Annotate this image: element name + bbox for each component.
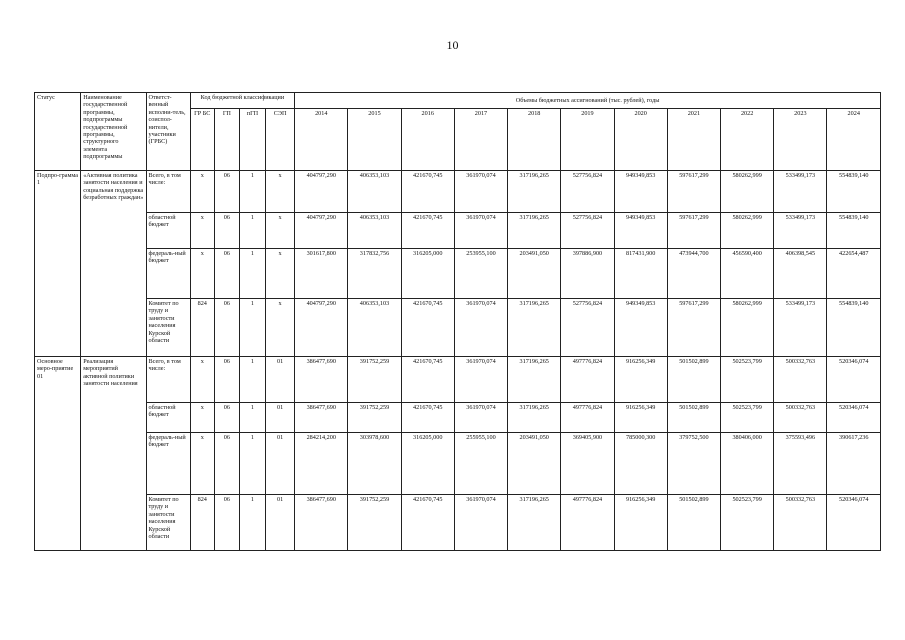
value-cell-2017: 361970,074 <box>454 171 507 213</box>
value-cell-2022: 502523,799 <box>721 357 774 403</box>
value-cell-2020: 916256,349 <box>614 403 667 433</box>
code-cell: 01 <box>266 495 295 551</box>
value-cell-2024: 520346,074 <box>827 357 881 403</box>
responsible-cell: Всего, в том числе: <box>146 357 190 403</box>
header-year-2020: 2020 <box>614 109 667 171</box>
value-cell-2018: 203491,050 <box>508 249 561 299</box>
header-code-3: СЭП <box>266 109 295 171</box>
header-year-2022: 2022 <box>721 109 774 171</box>
header-year-2019: 2019 <box>561 109 614 171</box>
value-cell-2023: 500332,763 <box>774 403 827 433</box>
header-year-2015: 2015 <box>348 109 401 171</box>
budget-table <box>34 92 881 551</box>
value-cell-2019: 497776,824 <box>561 403 614 433</box>
header-year-2021: 2021 <box>667 109 720 171</box>
value-cell-2018: 317196,265 <box>508 357 561 403</box>
responsible-cell: Комитет по труду и занятости населения Курской области <box>146 495 190 551</box>
value-cell-2023: 533499,173 <box>774 213 827 249</box>
code-cell: 824 <box>190 299 214 357</box>
value-cell-2016: 421670,745 <box>401 495 454 551</box>
value-cell-2017: 255955,100 <box>454 433 507 495</box>
value-cell-2020: 785000,300 <box>614 433 667 495</box>
value-cell-2023: 406398,545 <box>774 249 827 299</box>
code-cell: 1 <box>239 433 265 495</box>
value-cell-2021: 501502,899 <box>667 403 720 433</box>
code-cell: х <box>190 403 214 433</box>
header-year-2024: 2024 <box>827 109 881 171</box>
value-cell-2015: 317832,756 <box>348 249 401 299</box>
code-cell: х <box>266 171 295 213</box>
value-cell-2023: 375593,496 <box>774 433 827 495</box>
code-cell: 06 <box>214 433 239 495</box>
header-status: Статус <box>35 93 81 171</box>
value-cell-2019: 497776,824 <box>561 495 614 551</box>
value-cell-2017: 361970,074 <box>454 357 507 403</box>
responsible-cell: областной бюджет <box>146 403 190 433</box>
value-cell-2017: 361970,074 <box>454 495 507 551</box>
header-year-2014: 2014 <box>295 109 348 171</box>
responsible-cell: федераль-ный бюджет <box>146 249 190 299</box>
value-cell-2022: 502523,799 <box>721 495 774 551</box>
code-cell: 1 <box>239 495 265 551</box>
code-cell: 1 <box>239 357 265 403</box>
value-cell-2018: 317196,265 <box>508 171 561 213</box>
value-cell-2020: 916256,349 <box>614 357 667 403</box>
code-cell: 01 <box>266 433 295 495</box>
value-cell-2024: 422654,487 <box>827 249 881 299</box>
value-cell-2016: 421670,745 <box>401 213 454 249</box>
code-cell: 06 <box>214 213 239 249</box>
value-cell-2015: 303978,600 <box>348 433 401 495</box>
value-cell-2019: 497776,824 <box>561 357 614 403</box>
table-row <box>35 357 881 403</box>
value-cell-2024: 554839,140 <box>827 213 881 249</box>
value-cell-2014: 386477,690 <box>295 495 348 551</box>
value-cell-2017: 253955,100 <box>454 249 507 299</box>
responsible-cell: областной бюджет <box>146 213 190 249</box>
value-cell-2014: 404797,290 <box>295 213 348 249</box>
code-cell: 06 <box>214 495 239 551</box>
table-row <box>35 403 881 433</box>
value-cell-2020: 949349,853 <box>614 171 667 213</box>
header-name: Наименование государственной программы, подпрограммы государственной программы, структурного элемента подпрограммы <box>81 93 146 171</box>
value-cell-2021: 597617,299 <box>667 299 720 357</box>
code-cell: 06 <box>214 357 239 403</box>
header-year-2016: 2016 <box>401 109 454 171</box>
value-cell-2015: 406353,103 <box>348 171 401 213</box>
value-cell-2016: 316205,000 <box>401 433 454 495</box>
value-cell-2015: 391752,259 <box>348 495 401 551</box>
program-name-cell: «Активная политика занятости населения и социальная поддержка безработных граждан» <box>81 171 146 357</box>
value-cell-2022: 580262,999 <box>721 299 774 357</box>
code-cell: х <box>190 213 214 249</box>
value-cell-2020: 817431,900 <box>614 249 667 299</box>
value-cell-2018: 317196,265 <box>508 213 561 249</box>
value-cell-2020: 949349,853 <box>614 299 667 357</box>
value-cell-2022: 580262,999 <box>721 213 774 249</box>
header-code-group: Код бюджетной классификации <box>190 93 294 109</box>
header-year-2023: 2023 <box>774 109 827 171</box>
header-year-2018: 2018 <box>508 109 561 171</box>
value-cell-2022: 456590,400 <box>721 249 774 299</box>
code-cell: х <box>190 249 214 299</box>
value-cell-2021: 379752,500 <box>667 433 720 495</box>
value-cell-2018: 203491,050 <box>508 433 561 495</box>
responsible-cell: Всего, в том числе: <box>146 171 190 213</box>
code-cell: х <box>190 433 214 495</box>
value-cell-2017: 361970,074 <box>454 213 507 249</box>
code-cell: х <box>266 249 295 299</box>
value-cell-2023: 533499,173 <box>774 299 827 357</box>
header-volume-group: Объемы бюджетных ассигнований (тыс. рублей), годы <box>295 93 881 109</box>
table-row <box>35 213 881 249</box>
value-cell-2015: 391752,259 <box>348 403 401 433</box>
code-cell: 1 <box>239 171 265 213</box>
value-cell-2016: 421670,745 <box>401 357 454 403</box>
code-cell: 06 <box>214 249 239 299</box>
value-cell-2024: 520346,074 <box>827 403 881 433</box>
value-cell-2022: 502523,799 <box>721 403 774 433</box>
code-cell: 1 <box>239 213 265 249</box>
table-row <box>35 249 881 299</box>
value-cell-2019: 527756,824 <box>561 213 614 249</box>
code-cell: 06 <box>214 403 239 433</box>
value-cell-2021: 597617,299 <box>667 171 720 213</box>
value-cell-2018: 317196,265 <box>508 403 561 433</box>
value-cell-2024: 554839,140 <box>827 171 881 213</box>
program-name-cell: Реализация мероприятий активной политики занятости населения <box>81 357 146 551</box>
value-cell-2015: 406353,103 <box>348 213 401 249</box>
code-cell: 06 <box>214 171 239 213</box>
status-cell: Основное меро-приятие 01 <box>35 357 81 551</box>
header-code-0: ГР БС <box>190 109 214 171</box>
code-cell: х <box>266 213 295 249</box>
value-cell-2017: 361970,074 <box>454 403 507 433</box>
page-number: 10 <box>446 38 459 52</box>
status-cell: Подпро-грамма 1 <box>35 171 81 357</box>
responsible-cell: федераль-ный бюджет <box>146 433 190 495</box>
value-cell-2018: 317196,265 <box>508 299 561 357</box>
value-cell-2014: 404797,290 <box>295 171 348 213</box>
code-cell: 06 <box>214 299 239 357</box>
code-cell: 1 <box>239 249 265 299</box>
value-cell-2024: 390617,236 <box>827 433 881 495</box>
value-cell-2019: 527756,824 <box>561 171 614 213</box>
value-cell-2024: 554839,140 <box>827 299 881 357</box>
code-cell: 824 <box>190 495 214 551</box>
value-cell-2020: 949349,853 <box>614 213 667 249</box>
value-cell-2023: 500332,763 <box>774 357 827 403</box>
value-cell-2020: 916256,349 <box>614 495 667 551</box>
code-cell: х <box>266 299 295 357</box>
value-cell-2014: 301617,800 <box>295 249 348 299</box>
table-row <box>35 433 881 495</box>
value-cell-2014: 386477,690 <box>295 403 348 433</box>
code-cell: 01 <box>266 357 295 403</box>
code-cell: 1 <box>239 403 265 433</box>
code-cell: х <box>190 357 214 403</box>
value-cell-2019: 369405,900 <box>561 433 614 495</box>
value-cell-2018: 317196,265 <box>508 495 561 551</box>
table-row <box>35 495 881 551</box>
code-cell: 1 <box>239 299 265 357</box>
value-cell-2016: 421670,745 <box>401 171 454 213</box>
value-cell-2016: 421670,745 <box>401 299 454 357</box>
header-code-1: ГП <box>214 109 239 171</box>
value-cell-2022: 380406,000 <box>721 433 774 495</box>
value-cell-2021: 473944,700 <box>667 249 720 299</box>
value-cell-2016: 421670,745 <box>401 403 454 433</box>
value-cell-2015: 391752,259 <box>348 357 401 403</box>
value-cell-2015: 406353,103 <box>348 299 401 357</box>
value-cell-2014: 284214,200 <box>295 433 348 495</box>
value-cell-2014: 404797,290 <box>295 299 348 357</box>
value-cell-2016: 316205,000 <box>401 249 454 299</box>
value-cell-2023: 500332,763 <box>774 495 827 551</box>
value-cell-2022: 580262,999 <box>721 171 774 213</box>
header-year-2017: 2017 <box>454 109 507 171</box>
value-cell-2019: 527756,824 <box>561 299 614 357</box>
header-code-2: пГП <box>239 109 265 171</box>
value-cell-2021: 501502,899 <box>667 495 720 551</box>
value-cell-2024: 520346,074 <box>827 495 881 551</box>
responsible-cell: Комитет по труду и занятости населения Курской области <box>146 299 190 357</box>
value-cell-2023: 533499,173 <box>774 171 827 213</box>
code-cell: 01 <box>266 403 295 433</box>
value-cell-2017: 361970,074 <box>454 299 507 357</box>
table-row <box>35 171 881 213</box>
value-cell-2019: 397886,900 <box>561 249 614 299</box>
header-responsible: Ответст-венный исполни-тель, соиспол-нители, участники (ГРБС) <box>146 93 190 171</box>
value-cell-2021: 597617,299 <box>667 213 720 249</box>
table-row <box>35 299 881 357</box>
value-cell-2014: 386477,690 <box>295 357 348 403</box>
code-cell: х <box>190 171 214 213</box>
value-cell-2021: 501502,899 <box>667 357 720 403</box>
